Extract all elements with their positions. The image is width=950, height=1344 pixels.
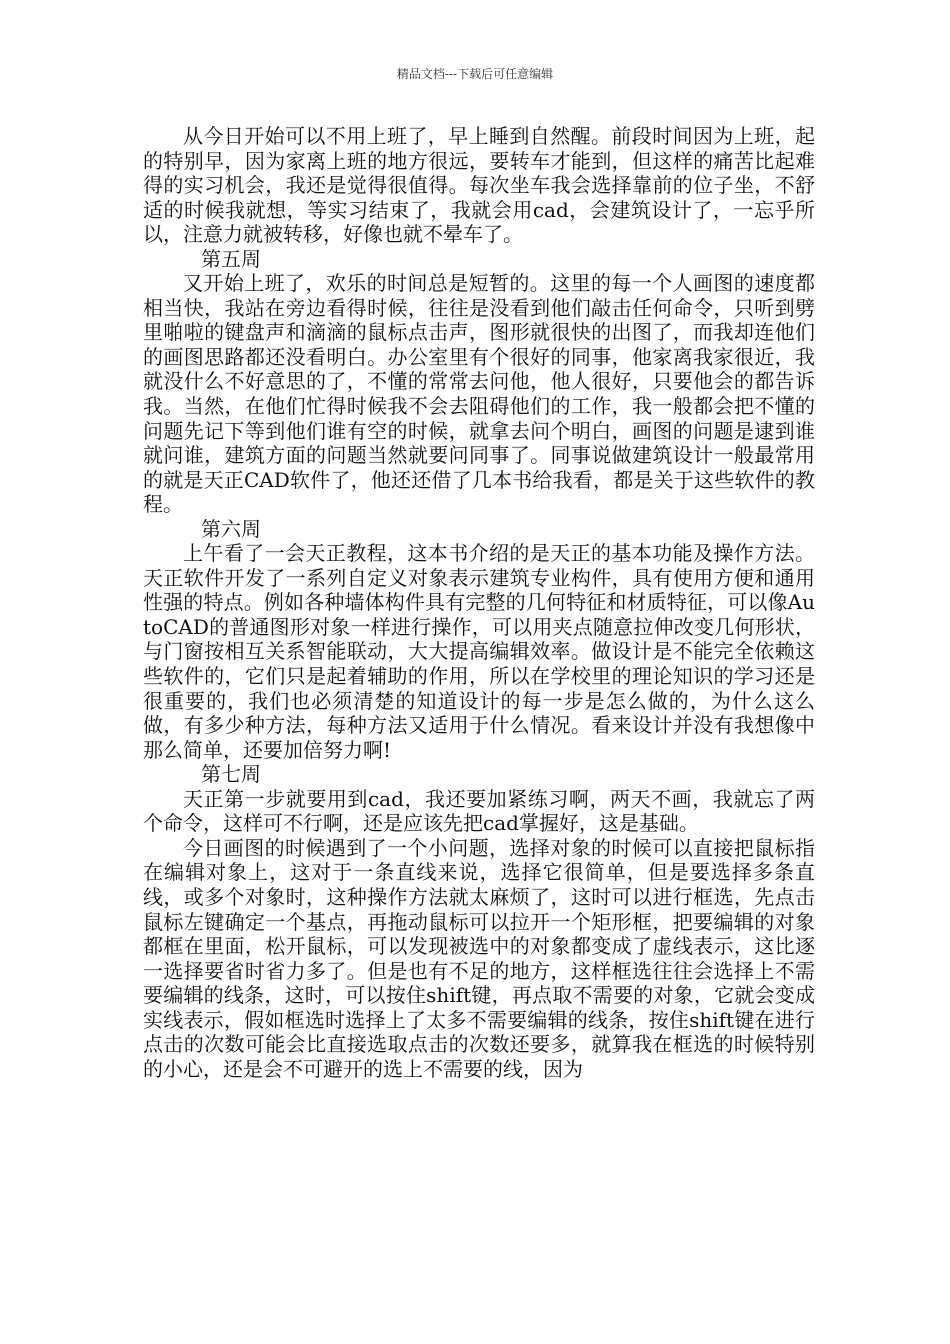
section-heading-week-5: 第五周 bbox=[201, 246, 261, 271]
document-body bbox=[143, 124, 815, 1081]
paragraph: 今日画图的时候遇到了一个小问题，选择对象的时候可以直接把鼠标指在编辑对象上，这对于一条直线来说，选择它很简单，但是要选择多条直线，或多个对象时，这种操作方法就太麻烦了，这时可以进行框选，先点击鼠标左键确定一个基点，再拖动鼠标可以拉开一个矩形框，把要编辑的对象都框在里面，松开鼠标，可以发现被选中的对象都变成了虚线表示，这比逐一选择要省时省力多了。但是也有不足的地方，这样框选往往会选择上不需要编辑的线条，这时，可以按住shift键，再点取不需要的对象，它就会变成实线表示，假如框选时选择上了太多不需要编辑的线条，按住shift键在进行点击的次数可能会比直接选取点击的次数还要多，就算我在框选的时候特别的小心，还是会不可避开的选上不需要的线，因为 bbox=[143, 835, 815, 1081]
section-heading-week-7: 第七周 bbox=[201, 762, 261, 787]
paragraph: 上午看了一会天正教程，这本书介绍的是天正的基本功能及操作方法。天正软件开发了一系列自定义对象表示建筑专业构件，具有使用方便和通用性强的特点。例如各种墙体构件具有完整的几何特征和材质特征，可以像AutoCAD的普通图形对象一样进行操作，可以用夹点随意拉伸改变几何形状，与门窗按相互关系智能联动，大大提高编辑效率。做设计是不能完全依赖这些软件的，它们只是起着辅助的作用，所以在学校里的理论知识的学习还是很重要的，我们也必须清楚的知道设计的每一步是怎么做的，为什么这么做，有多少种方法，每种方法又适用于什么情况。看来设计并没有我想像中那么简单，还要加倍努力啊! bbox=[143, 541, 815, 762]
paragraph: 从今日开始可以不用上班了，早上睡到自然醒。前段时间因为上班，起的特别早，因为家离上班的地方很远，要转车才能到，但这样的痛苦比起难得的实习机会，我还是觉得很值得。每次坐车我会选择靠前的位子坐，不舒适的时候我就想，等实习结束了，我就会用cad，会建筑设计了，一忘乎所以，注意力就被转移，好像也就不晕车了。 bbox=[143, 124, 815, 247]
paragraph: 天正第一步就要用到cad，我还要加紧练习啊，两天不画，我就忘了两个命令，这样可不行啊，还是应该先把cad掌握好，这是基础。 bbox=[143, 786, 815, 836]
section-heading-week-6: 第六周 bbox=[201, 516, 261, 541]
paragraph: 又开始上班了，欢乐的时间总是短暂的。这里的每一个人画图的速度都相当快，我站在旁边看得时候，往往是没看到他们敲击任何命令，只听到劈里啪啦的键盘声和滴滴的鼠标点击声，图形就很快的出图了，而我却连他们的画图思路都还没看明白。办公室里有个很好的同事，他家离我家很近，我就没什么不好意思的了，不懂的常常去问他，他人很好，只要他会的都告诉我。当然，在他们忙得时候我不会去阻碍他们的工作，我一般都会把不懂的问题先记下等到他们谁有空的时候，就拿去问个明白，画图的问题是逮到谁就问谁，建筑方面的问题当然就要问同事了。同事说做建筑设计一般最常用的就是天正CAD软件了，他还还借了几本书给我看，都是关于这些软件的教程。 bbox=[143, 271, 815, 517]
page-header: 精品文档---下载后可任意编辑 bbox=[396, 67, 554, 81]
